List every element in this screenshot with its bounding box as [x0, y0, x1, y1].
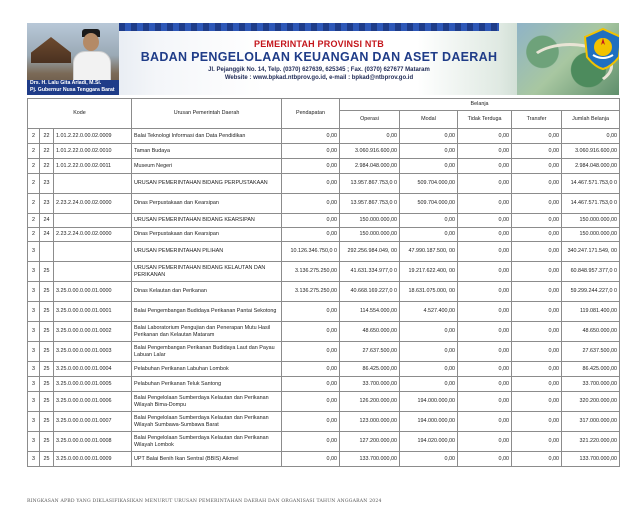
footer-note: RINGKASAN APBD YANG DIKLASIFIKASIKAN MENURUT URUSAN PEMERINTAHAN DAERAH DAN ORGANISASI TAHUN ANGGARAN 2024 — [27, 499, 382, 504]
modal-cell: 0,00 — [400, 144, 458, 159]
pendapatan-cell: 3.136.275.250,00 — [282, 282, 340, 302]
transfer-cell: 0,00 — [512, 302, 562, 322]
modal-cell: 509.704.000,00 — [400, 194, 458, 214]
transfer-cell: 0,00 — [512, 242, 562, 262]
jumlah-cell: 48.650.000,00 — [562, 322, 620, 342]
urusan-cell: Taman Budaya — [132, 144, 282, 159]
pendapatan-cell: 0,00 — [282, 377, 340, 392]
modal-cell: 0,00 — [400, 342, 458, 362]
kode-number-cell: 3.25.0.00.0.00.01.0002 — [54, 322, 132, 342]
table-row — [28, 194, 620, 214]
modal-cell: 0,00 — [400, 159, 458, 174]
urusan-cell: URUSAN PEMERINTAHAN BIDANG PERPUSTAKAAN — [132, 174, 282, 194]
pendapatan-cell: 10.126.346.750,0 0 — [282, 242, 340, 262]
kode-level1-cell: 3 — [28, 452, 40, 467]
jumlah-cell: 3.060.916.600,00 — [562, 144, 620, 159]
kode-number-cell: 3.25.0.00.0.00.01.0001 — [54, 302, 132, 322]
kode-number-cell: 1.01.2.22.0.00.02.0010 — [54, 144, 132, 159]
tidak-terduga-cell: 0,00 — [458, 242, 512, 262]
tidak-terduga-cell: 0,00 — [458, 228, 512, 242]
kode-level1-cell: 2 — [28, 214, 40, 228]
modal-cell: 0,00 — [400, 214, 458, 228]
kode-level1-cell: 3 — [28, 262, 40, 282]
official-name: Drs. H. Lalu Gita Ariadi, M.Si. — [30, 80, 102, 86]
modal-cell: 0,00 — [400, 228, 458, 242]
kode-level2-cell: 24 — [40, 214, 54, 228]
modal-cell: 19.217.622.400, 00 — [400, 262, 458, 282]
modal-cell: 0,00 — [400, 362, 458, 377]
kode-level2-cell: 23 — [40, 194, 54, 214]
urusan-cell: URUSAN PEMERINTAHAN PILIHAN — [132, 242, 282, 262]
transfer-cell: 0,00 — [512, 432, 562, 452]
modal-cell: 194.000.000,00 — [400, 412, 458, 432]
jumlah-cell: 33.700.000,00 — [562, 377, 620, 392]
tidak-terduga-cell: 0,00 — [458, 282, 512, 302]
header-jumlah: Jumlah Belanja — [562, 111, 620, 129]
urusan-cell: Balai Pengelolaan Sumberdaya Kelautan dan Perikanan Wilayah Bima-Dompu — [132, 392, 282, 412]
pendapatan-cell: 0,00 — [282, 174, 340, 194]
kode-level2-cell: 25 — [40, 302, 54, 322]
kode-number-cell — [54, 214, 132, 228]
urusan-cell: Balai Pengembangan Budidaya Perikanan Pantai Sekotong — [132, 302, 282, 322]
transfer-cell: 0,00 — [512, 362, 562, 377]
pendapatan-cell: 0,00 — [282, 452, 340, 467]
kode-number-cell: 3.25.0.00.0.00.01.0005 — [54, 377, 132, 392]
tidak-terduga-cell: 0,00 — [458, 432, 512, 452]
kode-level1-cell: 3 — [28, 392, 40, 412]
modal-cell: 0,00 — [400, 129, 458, 144]
kode-number-cell: 3.25.0.00.0.00.01.0003 — [54, 342, 132, 362]
agency-address: Jl. Pejanggik No. 14, Telp. (0370) 627639, 625345 ; Fax. (0370) 627677 Mataram — [208, 67, 430, 73]
kode-number-cell — [54, 262, 132, 282]
urusan-cell: Dinas Kelautan dan Perikanan — [132, 282, 282, 302]
agency-website: Website : www.bpkad.ntbprov.go.id, e-mail : bpkad@ntbprov.go.id — [224, 75, 414, 81]
kode-number-cell: 1.01.2.22.0.00.02.0009 — [54, 129, 132, 144]
jumlah-cell: 133.700.000,00 — [562, 452, 620, 467]
kode-level2-cell: 25 — [40, 452, 54, 467]
budget-table — [27, 98, 620, 467]
tidak-terduga-cell: 0,00 — [458, 392, 512, 412]
kode-level1-cell: 3 — [28, 432, 40, 452]
header-modal: Modal — [400, 111, 458, 129]
operasi-cell: 33.700.000,00 — [340, 377, 400, 392]
kode-level2-cell: 25 — [40, 362, 54, 377]
official-body — [73, 51, 111, 83]
pendapatan-cell: 0,00 — [282, 159, 340, 174]
operasi-cell: 13.957.867.753,0 0 — [340, 194, 400, 214]
operasi-cell: 292.256.984.049, 00 — [340, 242, 400, 262]
pendapatan-cell: 3.136.275.250,00 — [282, 262, 340, 282]
tidak-terduga-cell: 0,00 — [458, 362, 512, 377]
table-row — [28, 242, 620, 262]
jumlah-cell: 150.000.000,00 — [562, 228, 620, 242]
kode-level2-cell: 25 — [40, 322, 54, 342]
official-photo — [27, 23, 119, 95]
operasi-cell: 41.631.334.977,0 0 — [340, 262, 400, 282]
transfer-cell: 0,00 — [512, 452, 562, 467]
modal-cell: 509.704.000,00 — [400, 174, 458, 194]
transfer-cell: 0,00 — [512, 174, 562, 194]
modal-cell: 194.000.000,00 — [400, 392, 458, 412]
jumlah-cell: 14.467.571.753,0 0 — [562, 194, 620, 214]
kode-level1-cell: 2 — [28, 174, 40, 194]
transfer-cell: 0,00 — [512, 194, 562, 214]
header-banner — [27, 23, 619, 95]
pendapatan-cell: 0,00 — [282, 362, 340, 377]
table-row — [28, 377, 620, 392]
header-belanja: Belanja — [340, 99, 620, 111]
kode-level2-cell: 22 — [40, 159, 54, 174]
transfer-cell: 0,00 — [512, 129, 562, 144]
transfer-cell: 0,00 — [512, 262, 562, 282]
kode-level2-cell: 25 — [40, 377, 54, 392]
modal-cell: 0,00 — [400, 377, 458, 392]
kode-number-cell: 2.23.2.24.0.00.02.0000 — [54, 194, 132, 214]
tidak-terduga-cell: 0,00 — [458, 214, 512, 228]
kode-level1-cell: 3 — [28, 412, 40, 432]
official-title: Pj. Gubernur Nusa Tenggara Barat — [30, 87, 115, 93]
urusan-cell: Dinas Perpustakaan dan Kearsipan — [132, 194, 282, 214]
tidak-terduga-cell: 0,00 — [458, 174, 512, 194]
table-row — [28, 452, 620, 467]
table-row — [28, 342, 620, 362]
pendapatan-cell: 0,00 — [282, 342, 340, 362]
kode-level2-cell: 25 — [40, 262, 54, 282]
urusan-cell: Dinas Perpustakaan dan Kearsipan — [132, 228, 282, 242]
tidak-terduga-cell: 0,00 — [458, 129, 512, 144]
table-row — [28, 362, 620, 377]
header-kode: Kode — [28, 99, 132, 129]
kode-number-cell: 2.23.2.24.0.00.02.0000 — [54, 228, 132, 242]
pendapatan-cell: 0,00 — [282, 214, 340, 228]
header-urusan: Urusan Pemerintah Daerah — [132, 99, 282, 129]
transfer-cell: 0,00 — [512, 144, 562, 159]
operasi-cell: 86.425.000,00 — [340, 362, 400, 377]
tidak-terduga-cell: 0,00 — [458, 377, 512, 392]
jumlah-cell: 27.637.500,00 — [562, 342, 620, 362]
pendapatan-cell: 0,00 — [282, 302, 340, 322]
official-face — [83, 33, 99, 51]
transfer-cell: 0,00 — [512, 159, 562, 174]
table-row — [28, 174, 620, 194]
kode-number-cell: 3.25.0.00.0.00.01.0004 — [54, 362, 132, 377]
urusan-cell: Pelabuhan Perikanan Labuhan Lombok — [132, 362, 282, 377]
kode-level2-cell — [40, 242, 54, 262]
transfer-cell: 0,00 — [512, 392, 562, 412]
tidak-terduga-cell: 0,00 — [458, 452, 512, 467]
table-row — [28, 412, 620, 432]
jumlah-cell: 0,00 — [562, 129, 620, 144]
jumlah-cell: 86.425.000,00 — [562, 362, 620, 377]
tidak-terduga-cell: 0,00 — [458, 322, 512, 342]
tidak-terduga-cell: 0,00 — [458, 194, 512, 214]
jumlah-cell: 59.299.244.227,0 0 — [562, 282, 620, 302]
table-row — [28, 159, 620, 174]
operasi-cell: 127.200.000,00 — [340, 432, 400, 452]
pendapatan-cell: 0,00 — [282, 392, 340, 412]
transfer-cell: 0,00 — [512, 412, 562, 432]
header-tidak-terduga: Tidak Terduga — [458, 111, 512, 129]
operasi-cell: 48.650.000,00 — [340, 322, 400, 342]
operasi-cell: 150.000.000,00 — [340, 214, 400, 228]
kode-level1-cell: 2 — [28, 129, 40, 144]
pendapatan-cell: 0,00 — [282, 432, 340, 452]
tidak-terduga-cell: 0,00 — [458, 144, 512, 159]
transfer-cell: 0,00 — [512, 377, 562, 392]
header-transfer: Transfer — [512, 111, 562, 129]
kode-level2-cell: 25 — [40, 342, 54, 362]
kode-level1-cell: 3 — [28, 342, 40, 362]
table-row — [28, 214, 620, 228]
kode-level1-cell: 3 — [28, 377, 40, 392]
table-row — [28, 392, 620, 412]
kode-level2-cell: 24 — [40, 228, 54, 242]
operasi-cell: 114.554.000,00 — [340, 302, 400, 322]
pendapatan-cell: 0,00 — [282, 129, 340, 144]
transfer-cell: 0,00 — [512, 228, 562, 242]
urusan-cell: Balai Teknologi Informasi dan Data Pendidikan — [132, 129, 282, 144]
urusan-cell: Balai Laboratorium Pengujian dan Penerapan Mutu Hasil Perikanan dan Kelautan Mataram — [132, 322, 282, 342]
kode-number-cell: 3.25.0.00.0.00.01.0000 — [54, 282, 132, 302]
jumlah-cell: 14.467.571.753,0 0 — [562, 174, 620, 194]
urusan-cell: Balai Pengelolaan Sumberdaya Kelautan dan Perikanan Wilayah Lombok — [132, 432, 282, 452]
table-row — [28, 228, 620, 242]
budget-table-panel — [27, 98, 619, 496]
operasi-cell: 126.200.000,00 — [340, 392, 400, 412]
kode-level1-cell: 2 — [28, 228, 40, 242]
urusan-cell: UPT Balai Benih Ikan Sentral (BBIS) Aikmel — [132, 452, 282, 467]
tidak-terduga-cell: 0,00 — [458, 262, 512, 282]
kode-number-cell: 3.25.0.00.0.00.01.0008 — [54, 432, 132, 452]
jumlah-cell: 321.220.000,00 — [562, 432, 620, 452]
tidak-terduga-cell: 0,00 — [458, 412, 512, 432]
kode-number-cell: 3.25.0.00.0.00.01.0009 — [54, 452, 132, 467]
kode-level2-cell: 25 — [40, 392, 54, 412]
jumlah-cell: 317.000.000,00 — [562, 412, 620, 432]
urusan-cell: Museum Negeri — [132, 159, 282, 174]
kode-level2-cell: 23 — [40, 174, 54, 194]
ntb-emblem-icon — [581, 27, 619, 71]
urusan-cell: Pelabuhan Perikanan Teluk Santong — [132, 377, 282, 392]
header-operasi: Operasi — [340, 111, 400, 129]
transfer-cell: 0,00 — [512, 342, 562, 362]
kode-level1-cell: 3 — [28, 242, 40, 262]
kode-level1-cell: 3 — [28, 302, 40, 322]
urusan-cell: Balai Pengelolaan Sumberdaya Kelautan dan Perikanan Wilayah Sumbawa-Sumbawa Barat — [132, 412, 282, 432]
transfer-cell: 0,00 — [512, 322, 562, 342]
pendapatan-cell: 0,00 — [282, 322, 340, 342]
modal-cell: 4.527.400,00 — [400, 302, 458, 322]
kode-level2-cell: 22 — [40, 129, 54, 144]
operasi-cell: 150.000.000,00 — [340, 228, 400, 242]
kode-number-cell — [54, 174, 132, 194]
table-row — [28, 282, 620, 302]
operasi-cell: 27.637.500,00 — [340, 342, 400, 362]
modal-cell: 47.990.187.500, 00 — [400, 242, 458, 262]
official-caption — [27, 80, 119, 95]
transfer-cell: 0,00 — [512, 282, 562, 302]
jumlah-cell: 2.984.048.000,00 — [562, 159, 620, 174]
operasi-cell: 123.000.000,00 — [340, 412, 400, 432]
pendapatan-cell: 0,00 — [282, 412, 340, 432]
jumlah-cell: 150.000.000,00 — [562, 214, 620, 228]
table-row — [28, 432, 620, 452]
modal-cell: 0,00 — [400, 322, 458, 342]
header-stripe — [119, 23, 499, 31]
modal-cell: 194.020.000,00 — [400, 432, 458, 452]
province-title: PEMERINTAH PROVINSI NTB — [254, 39, 384, 49]
operasi-cell: 40.668.169.227,0 0 — [340, 282, 400, 302]
table-row — [28, 129, 620, 144]
urusan-cell: Balai Pengembangan Perikanan Budidaya Laut dan Payau Labuan Lalar — [132, 342, 282, 362]
kode-level1-cell: 2 — [28, 194, 40, 214]
table-body — [28, 129, 620, 467]
table-row — [28, 302, 620, 322]
kode-level2-cell: 25 — [40, 432, 54, 452]
table-row — [28, 262, 620, 282]
operasi-cell: 13.957.867.753,0 0 — [340, 174, 400, 194]
pendapatan-cell: 0,00 — [282, 228, 340, 242]
kode-level2-cell: 22 — [40, 144, 54, 159]
tidak-terduga-cell: 0,00 — [458, 302, 512, 322]
urusan-cell: URUSAN PEMERINTAHAN BIDANG KELAUTAN DAN PERIKANAN — [132, 262, 282, 282]
kode-number-cell: 1.01.2.22.0.00.02.0011 — [54, 159, 132, 174]
kode-level1-cell: 3 — [28, 282, 40, 302]
kode-level1-cell: 2 — [28, 159, 40, 174]
operasi-cell: 3.060.916.600,00 — [340, 144, 400, 159]
tidak-terduga-cell: 0,00 — [458, 159, 512, 174]
kode-number-cell: 3.25.0.00.0.00.01.0007 — [54, 412, 132, 432]
modal-cell: 18.631.075.000, 00 — [400, 282, 458, 302]
transfer-cell: 0,00 — [512, 214, 562, 228]
pendapatan-cell: 0,00 — [282, 194, 340, 214]
pendapatan-cell: 0,00 — [282, 144, 340, 159]
traditional-house-image — [31, 37, 71, 63]
jumlah-cell: 60.848.957.377,0 0 — [562, 262, 620, 282]
jumlah-cell: 119.081.400,00 — [562, 302, 620, 322]
jumlah-cell: 320.200.000,00 — [562, 392, 620, 412]
kode-level1-cell: 3 — [28, 322, 40, 342]
operasi-cell: 2.984.048.000,00 — [340, 159, 400, 174]
kode-level1-cell: 2 — [28, 144, 40, 159]
table-row — [28, 144, 620, 159]
operasi-cell: 0,00 — [340, 129, 400, 144]
kode-number-cell — [54, 242, 132, 262]
operasi-cell: 133.700.000,00 — [340, 452, 400, 467]
urusan-cell: URUSAN PEMERINTAHAN BIDANG KEARSIPAN — [132, 214, 282, 228]
kode-number-cell: 3.25.0.00.0.00.01.0006 — [54, 392, 132, 412]
kode-level2-cell: 25 — [40, 282, 54, 302]
tidak-terduga-cell: 0,00 — [458, 342, 512, 362]
kode-level2-cell: 25 — [40, 412, 54, 432]
agency-title: BADAN PENGELOLAAN KEUANGAN DAN ASET DAERAH — [140, 50, 498, 64]
kode-level1-cell: 3 — [28, 362, 40, 377]
table-row — [28, 322, 620, 342]
modal-cell: 0,00 — [400, 452, 458, 467]
header-pendapatan: Pendapatan — [282, 99, 340, 129]
jumlah-cell: 340.247.171.549, 00 — [562, 242, 620, 262]
